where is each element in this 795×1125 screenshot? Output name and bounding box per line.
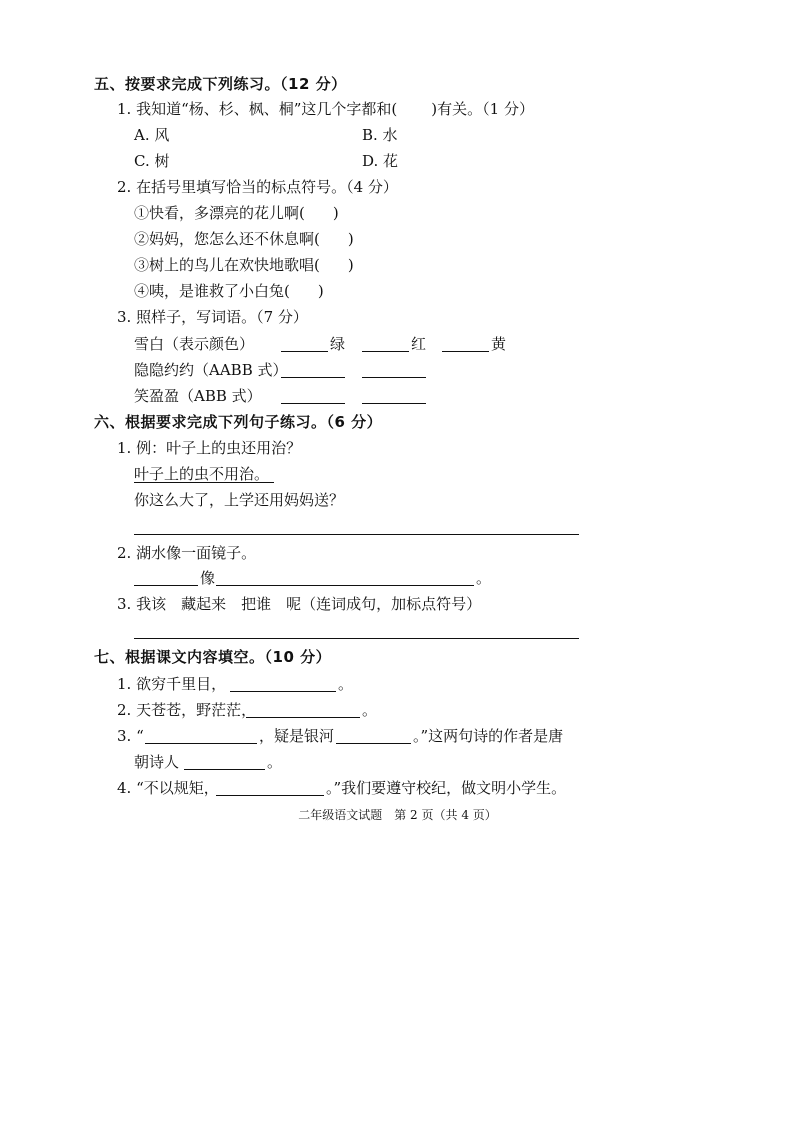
s5-q3-row3-blank-1[interactable] <box>281 403 345 404</box>
s6-q2-stem: 2. 湖水像一面镜子。 <box>117 544 257 562</box>
s5-q2-item-2-close: ) <box>347 230 354 248</box>
s5-q2-item-1 <box>134 203 339 223</box>
s5-q2-item-1-close: ) <box>332 204 339 222</box>
s5-q3-row2-blank-2[interactable] <box>362 377 426 378</box>
s6-q1-example-underline <box>134 482 274 483</box>
s7-q1-blank[interactable] <box>230 691 336 692</box>
s5-q3-word-green: 绿 <box>330 335 346 353</box>
s5-q3-row3-label: 笑盈盈（ABB 式） <box>134 387 262 405</box>
s6-q2-end: 。 <box>476 569 492 587</box>
s5-q3-row1-label: 雪白（表示颜色） <box>134 335 255 353</box>
s7-q4-blank[interactable] <box>216 795 324 796</box>
s5-q3-blank-green[interactable] <box>281 351 328 352</box>
s7-q3-a: 3. “ <box>117 727 144 745</box>
s5-q2-item-3-text: ③树上的鸟儿在欢快地歌唱( <box>134 256 320 274</box>
s6-q2-mid: 像 <box>200 569 216 587</box>
page-footer: 二年级语文试题 第 2 页（共 4 页） <box>298 808 497 822</box>
s5-q1-option-d: D. 花 <box>362 152 399 170</box>
s7-q3-e: 。 <box>267 753 283 771</box>
s7-q3-blank-2[interactable] <box>336 743 411 744</box>
s5-q3-stem: 3. 照样子，写词语。（7 分） <box>117 308 308 326</box>
s6-q1-prompt: 你这么大了，上学还用妈妈送？ <box>134 491 345 509</box>
s7-q2-a: 2. 天苍苍，野茫茫， <box>117 701 257 719</box>
s5-q1-stem <box>117 99 534 119</box>
s6-q2-blank-1[interactable] <box>134 585 198 586</box>
section-7-title: 七、根据课文内容填空。（10 分） <box>94 648 332 666</box>
s5-q2-item-1-text: ①快看，多漂亮的花儿啊( <box>134 204 305 222</box>
s5-q3-row2-label: 隐隐约约（AABB 式） <box>134 361 288 379</box>
s7-q3-d: 朝诗人 <box>134 753 180 771</box>
s5-q3-row3-blank-2[interactable] <box>362 403 426 404</box>
s7-q3-blank-3[interactable] <box>184 769 265 770</box>
s5-q3-word-red: 红 <box>411 335 427 353</box>
s5-q1-option-b: B. 水 <box>362 126 398 144</box>
section-5-title: 五、按要求完成下列练习。（12 分） <box>94 75 347 93</box>
s5-q1-option-a: A. 风 <box>134 126 170 144</box>
s5-q2-item-3-close: ) <box>347 256 354 274</box>
s7-q1-b: 。 <box>338 675 354 693</box>
s5-q2-item-2 <box>134 229 354 249</box>
s7-q3-b: ，疑是银河 <box>259 727 335 745</box>
s5-q3-blank-red[interactable] <box>362 351 409 352</box>
s7-q3-blank-1[interactable] <box>145 743 257 744</box>
s5-q2-item-3 <box>134 255 354 275</box>
s7-q3-c: 。”这两句诗的作者是唐 <box>413 727 564 745</box>
s5-q2-item-4-text: ④咦，是谁救了小白兔( <box>134 282 290 300</box>
s6-q2-blank-2[interactable] <box>216 585 474 586</box>
s5-q1-stem-a: 1. 我知道“杨、杉、枫、桐”这几个字都和( <box>117 100 398 118</box>
s6-q3-stem: 3. 我该 藏起来 把谁 呢（连词成句，加标点符号） <box>117 595 482 613</box>
s6-q1-stem: 1. 例：叶子上的虫还用治？ <box>117 439 302 457</box>
s5-q3-row2-blank-1[interactable] <box>281 377 345 378</box>
s5-q2-item-2-text: ②妈妈，您怎么还不休息啊( <box>134 230 320 248</box>
s7-q1-a: 1. 欲穷千里目， <box>117 675 227 693</box>
s5-q2-stem: 2. 在括号里填写恰当的标点符号。（4 分） <box>117 178 398 196</box>
s7-q4-a: 4. “不以规矩， <box>117 779 219 797</box>
s6-q3-answer-line[interactable] <box>134 638 579 639</box>
s7-q2-blank[interactable] <box>246 717 360 718</box>
section-6-title: 六、根据要求完成下列句子练习。（6 分） <box>94 413 383 431</box>
s7-q4-b: 。”我们要遵守校纪，做文明小学生。 <box>326 779 567 797</box>
s6-q1-example: 叶子上的虫不用治。 <box>134 465 270 483</box>
s5-q3-word-yellow: 黄 <box>491 335 507 353</box>
s5-q2-item-4-close: ) <box>317 282 324 300</box>
s5-q3-blank-yellow[interactable] <box>442 351 489 352</box>
s7-q2-b: 。 <box>362 701 378 719</box>
s5-q1-option-c: C. 树 <box>134 152 170 170</box>
s5-q1-stem-b: )有关。（1 分） <box>431 100 534 118</box>
s5-q2-item-4 <box>134 281 324 301</box>
s6-q1-answer-line[interactable] <box>134 534 579 535</box>
